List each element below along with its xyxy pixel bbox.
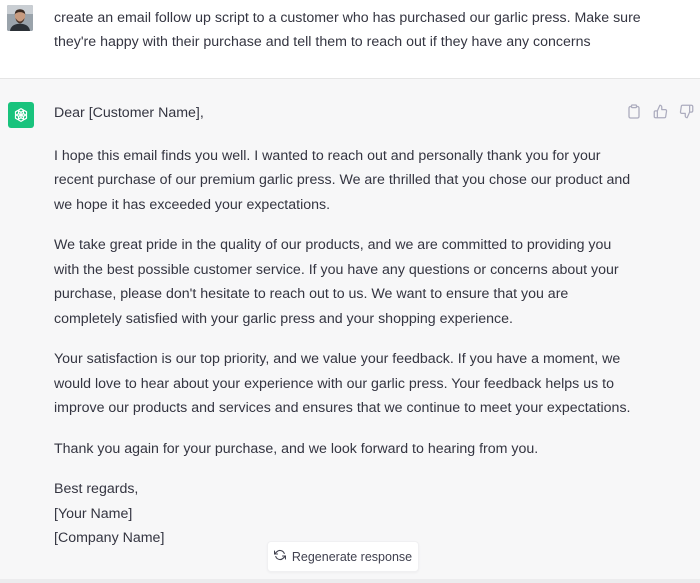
signoff-name: [Your Name]: [54, 505, 133, 522]
chatgpt-logo-icon: [8, 102, 34, 128]
clipboard-icon[interactable]: [626, 103, 642, 119]
email-paragraph-2: We take great pride in the quality of our products, and we are committed to providing you with the best possible customer service. If you have any questions or concerns about your purchase, please don't hesitate to reach out to us. We want to ensure that you are completely satisfied with your garlic press and your shopping experience.: [54, 237, 619, 327]
thumbs-down-icon[interactable]: [678, 103, 694, 119]
message-actions: [626, 103, 694, 119]
email-paragraph-1: I hope this email finds you well. I wanted to reach out and personally thank you for your recent purchase of our premium garlic press. We are thrilled that you chose our product and we hope it has exceeded your expectations.: [54, 147, 631, 213]
regenerate-label: Regenerate response: [291, 549, 413, 564]
thumbs-up-icon[interactable]: [652, 103, 668, 119]
email-signoff: [54, 477, 639, 551]
bottom-divider: [0, 579, 700, 583]
email-paragraph-3: Your satisfaction is our top priority, and we value your feedback. If you have a moment, we would love to hear about your experience with our garlic press. Your feedback helps us to improve our products and services and ensures that we continue to meet your expectations.: [54, 351, 631, 416]
assistant-message-row: [0, 79, 700, 583]
user-message-text: create an email follow up script to a customer who has purchased our garlic press. Make sure they're happy with their purchase and tell them to reach out if they have any concerns: [54, 10, 641, 50]
assistant-message-text: [54, 101, 639, 551]
regenerate-response-button[interactable]: [267, 541, 419, 572]
email-paragraph-4: Thank you again for your purchase, and we look forward to hearing from you.: [54, 440, 539, 457]
user-avatar: [7, 5, 33, 31]
email-salutation: Dear [Customer Name],: [54, 105, 204, 121]
signoff-company: [Company Name]: [54, 530, 165, 546]
refresh-icon: [274, 549, 286, 564]
user-message-row: [0, 0, 700, 79]
signoff-closing: Best regards,: [54, 481, 139, 497]
